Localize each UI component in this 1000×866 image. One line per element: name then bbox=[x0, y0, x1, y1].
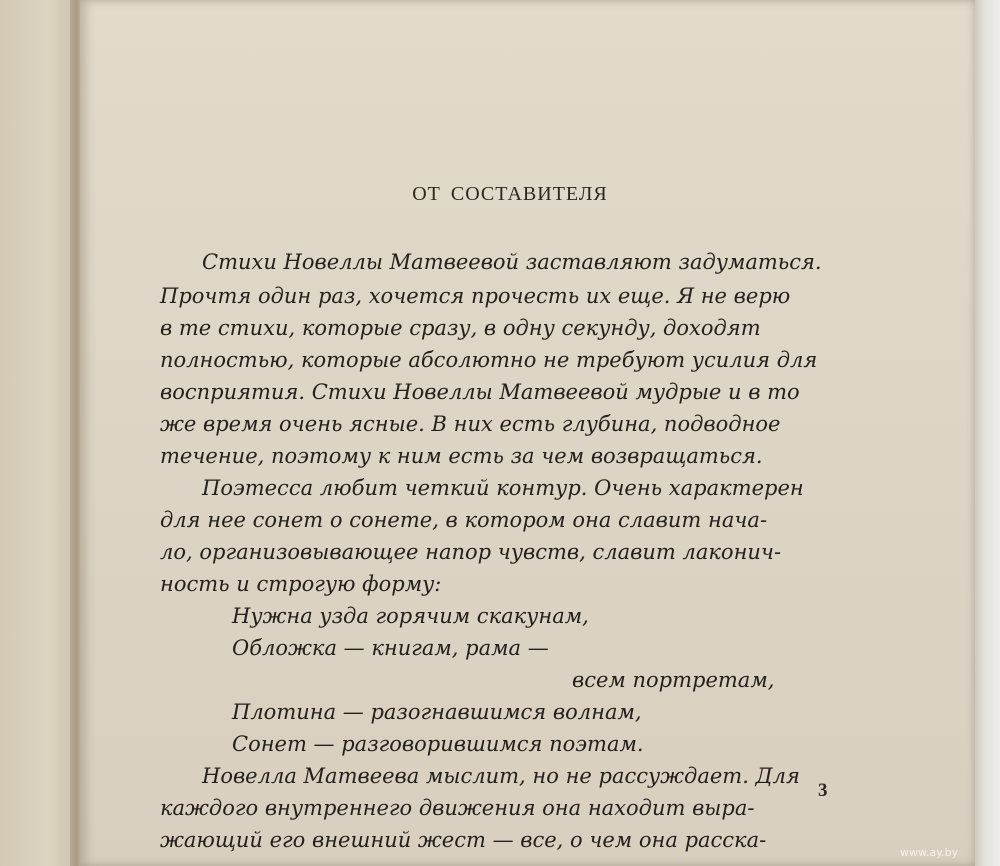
text-line: всем портретам, bbox=[572, 668, 775, 692]
page-number: 3 bbox=[818, 780, 828, 801]
text-line: Прочтя один раз, хочется прочесть их еще. Я не верю bbox=[160, 284, 791, 308]
text-line: Новелла Матвеева мыслит, но не рассуждает. Для bbox=[202, 764, 800, 788]
text-line: Обложка — книгам, рама — bbox=[232, 636, 549, 660]
text-line: Нужна узда горячим скакунам, bbox=[232, 604, 589, 628]
text-line: Стихи Новеллы Матвеевой заставляют задуматься. bbox=[202, 250, 822, 274]
text-line: полностью, которые абсолютно не требуют усилия для bbox=[160, 348, 818, 372]
text-line: же время очень ясные. В них есть глубина, подводное bbox=[160, 412, 781, 436]
left-page bbox=[0, 0, 80, 866]
text-line: для нее сонет о сонете, в котором она славит нача- bbox=[160, 508, 768, 532]
text-line: ность и строгую форму: bbox=[160, 572, 442, 596]
text-line: каждого внутреннего движения она находит выра- bbox=[160, 796, 755, 820]
text-line: Плотина — разогнавшимся волнам, bbox=[232, 700, 642, 724]
text-line: ло, организовывающее напор чувств, славит лаконич- bbox=[160, 540, 782, 564]
page-edge bbox=[975, 0, 1000, 866]
watermark: www.ay.by bbox=[900, 846, 959, 859]
text-line: Поэтесса любит четкий контур. Очень характерен bbox=[202, 476, 804, 500]
text-line: Сонет — разговорившимся поэтам. bbox=[232, 732, 644, 756]
text-line: жающий его внешний жест — все, о чем она расска- bbox=[160, 828, 767, 852]
text-line: в те стихи, которые сразу, в одну секунду, доходят bbox=[160, 316, 761, 340]
text-line: восприятия. Стихи Новеллы Матвеевой мудрые и в то bbox=[160, 380, 800, 404]
section-heading: ОТ СОСТАВИТЕЛЯ bbox=[412, 183, 608, 205]
text-line: течение, поэтому к ним есть за чем возвращаться. bbox=[160, 444, 763, 468]
